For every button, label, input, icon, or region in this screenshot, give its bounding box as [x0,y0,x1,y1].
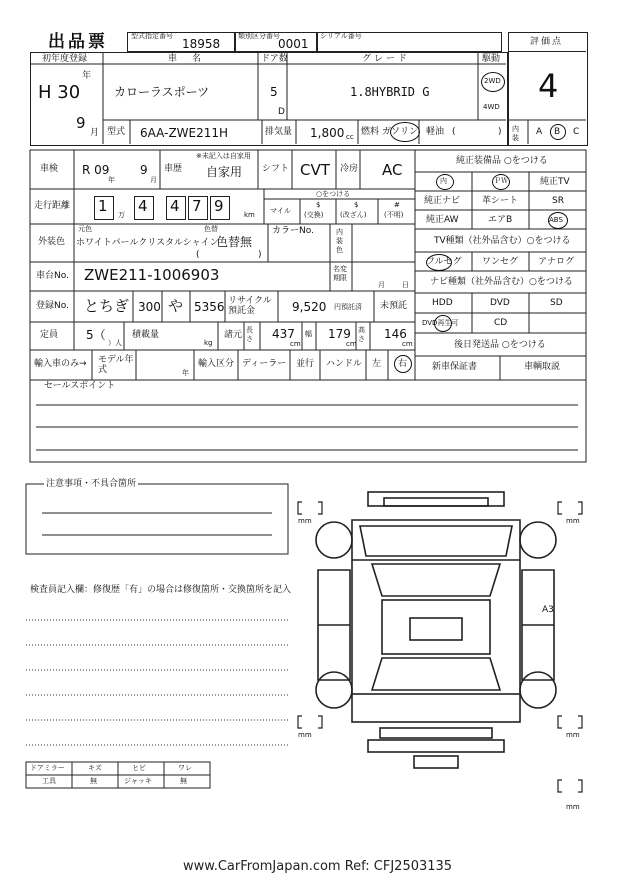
tv-item: フルセグ [426,257,462,267]
color-paren-open: ( [196,250,200,260]
mileage-digit: 1 [98,197,108,215]
equipment-item: SR [552,196,564,206]
later-item: 新車保証書 [432,362,478,372]
request-label: 諸元 [224,330,243,340]
mileage-digit: 4 [170,197,180,215]
equipment-item: エアB [488,215,513,225]
equipment-item: 純正AW [426,215,459,225]
recycle-value: 9,520 [292,300,327,314]
handle-right: 右 [398,359,408,369]
interior-a: A [536,127,543,137]
fuel-label: 燃料 [361,127,380,137]
equipment-item: ＰＷ [494,177,508,185]
mileage-label: 走行距離 [34,201,71,211]
interior-b: B [554,127,561,137]
recycle-suffix: 円預託済 [334,303,362,311]
interior-label: 内装 [512,125,519,142]
model-year-unit: 年 [182,369,189,377]
missing-cell: ジャッキ [124,777,152,785]
color-paren-close: ) [258,250,262,260]
interior-c: C [573,127,580,137]
displacement-value: 1,800 [310,126,345,140]
width-label: 幅 [305,330,312,338]
usage-value: 自家用 [206,165,243,179]
first-reg-month-unit: 月 [90,128,100,138]
inspection-year-unit: 年 [108,176,115,184]
handle-left: 左 [372,359,382,369]
color-repaint-value: 色替無 [216,235,253,249]
usage-note: ※未記入は自家用 [196,152,251,160]
score-label: 評価点 [530,37,564,47]
drive-label: 駆動 [482,54,501,64]
doors-value: 5 [270,85,278,99]
shift-value: CVT [300,161,330,179]
missing-cell: キズ [88,764,102,772]
mileage-digit: 9 [214,197,224,215]
mileage-unit: km [244,211,255,219]
nav-item: SD [550,298,563,308]
category-value: 0001 [278,37,309,51]
usage-label: 車歴 [164,164,183,174]
equipment-header: 純正装備品 ○をつける [456,156,548,166]
recycle-label: リサイクル預託金 [228,296,272,316]
nav-item: DVD [490,298,510,308]
height-value: 146 [384,327,407,341]
mileage-digit: 4 [138,197,148,215]
load-unit: kg [204,339,213,347]
mileage-check-note: ○をつける [316,190,351,198]
mm-label: mm [566,731,580,739]
color-orig-label: 元色 [78,225,92,233]
registration-label: 登録No. [36,301,69,311]
missing-cell: ワレ [178,764,192,772]
length-label: 長さ [246,326,253,343]
tv-item: ワンセグ [482,257,519,267]
later-item: 車輌取説 [524,362,561,372]
first-reg-label: 初年度登録 [42,54,88,64]
registration-region: とちぎ [84,297,130,315]
model-designation-value: 18958 [182,37,221,51]
capacity-value: 5（ [86,328,106,342]
chassis-value: ZWE211-1006903 [84,266,220,284]
color-repaint-label: 色替 [204,225,218,233]
capacity-label: 定員 [40,330,59,340]
grade-label: グレード [362,54,411,64]
interior-color-label: 内装色 [336,228,343,254]
height-label: 高さ [358,326,365,343]
mileage-exchanged: (交換) [304,211,324,219]
capacity-unit: ）人 [108,339,122,347]
ac-value: AC [382,161,403,179]
missing-cell: 無 [180,777,187,785]
door-type: D [278,107,285,117]
sales-point-label: セールスポイント [44,381,116,391]
mileage-tampered: (改ざん) [340,211,367,219]
shift-label: シフト [262,164,290,174]
diagram-a3: A3 [542,605,554,615]
width-unit: cm [346,340,357,348]
caution-label: 注意事項・不具合箇所 [46,479,137,489]
width-value: 179 [328,327,351,341]
equipment-item: 純正TV [540,177,570,187]
mileage-exchanged-top: $ [316,201,321,209]
displacement-label: 排気量 [265,127,293,137]
registration-kana: や [168,297,184,315]
model-year-label: モデル年式 [98,355,134,375]
first-reg-year-unit: 年 [82,71,92,81]
equipment-item: 内 [440,177,447,185]
equipment-item: 革シート [482,196,519,206]
displacement-unit: cc [346,133,354,141]
color-orig-value: ホワイトパールクリスタルシャイン [76,238,219,248]
not-deposited: 未預託 [380,301,408,311]
later-header: 後日発送品 ○をつける [454,340,546,350]
inspection-month: 9 [140,163,148,177]
equipment-item: ABS [549,216,563,224]
length-value: 437 [272,327,295,341]
missing-cell: 無 [90,777,97,785]
fuel-diesel: 軽油 [426,127,445,137]
drive-2wd: 2WD [484,77,501,85]
mileage-mile: マイル [270,207,291,215]
doors-label: ドア数 [261,54,288,64]
height-unit: cm [402,340,413,348]
mm-label: mm [298,731,312,739]
score-value: 4 [538,67,559,105]
handle-label: ハンドル [326,359,363,369]
nav-item: HDD [432,298,453,308]
ac-label: 冷房 [340,164,359,174]
page-title: 出品票 [48,32,108,52]
inspection-month-unit: 月 [150,176,157,184]
registration-number: 5356 [194,300,225,314]
expiry-day-unit: 日 [402,281,409,289]
nav-item: CD [494,318,508,328]
serial-label: シリアル番号 [320,32,362,40]
car-name-label: 車 名 [168,54,205,64]
mileage-tampered-top: $ [354,201,359,209]
color-label: 外装色 [38,237,66,247]
first-reg-era: H 30 [38,82,81,103]
missing-cell: 工具 [42,777,56,785]
chassis-label: 車台No. [36,271,69,281]
length-unit: cm [290,340,301,348]
type-label: 型式 [107,127,126,137]
mileage-unknown: (不明) [384,211,404,219]
drive-4wd: 4WD [483,103,500,111]
equipment-item: 純正ナビ [424,196,461,206]
missing-cell: ヒビ [132,764,146,772]
type-value: 6AA-ZWE211H [140,126,229,140]
footer-watermark: www.CarFromJapan.com Ref: CFJ2503135 [183,859,453,874]
nav-header: ナビ種類（社外品含む）○をつける [430,277,573,287]
color-no-label: カラーNo. [272,226,314,236]
car-name: カローラスポーツ [114,85,210,99]
tv-header: TV種類（社外品含む）○をつける [434,236,571,246]
model-designation-label: 型式指定番号 [131,32,173,40]
registration-class: 300 [138,300,161,314]
inspection-value: R 09 [82,163,110,177]
car-diagram [316,492,556,768]
grade-value: 1.8HYBRID G [350,85,430,99]
mm-label: mm [298,517,312,525]
inspection-label: 車検 [40,164,59,174]
expiry-label: 名変期限 [333,265,347,282]
import-category-label: 輸入区分 [198,359,235,369]
category-label: 類別区分番号 [238,32,280,40]
nav-item: DVD再生可 [422,319,459,327]
import-only-label: 輸入車のみ→ [34,359,87,369]
tv-item: アナログ [538,257,575,267]
inspector-label: 検査員記入欄：修復歴「有」の場合は修復箇所・交換箇所を記入 [30,585,292,595]
fuel-gasoline: ガソリン [382,127,419,137]
load-label: 積載量 [132,330,160,340]
missing-cell: ドアミラー [30,764,65,772]
mileage-digit: 7 [192,197,202,215]
import-parallel: 並行 [296,359,315,369]
mileage-unknown-top: # [394,201,400,209]
first-reg-month: 9 [76,114,86,132]
expiry-month-unit: 月 [378,281,385,289]
mm-label: mm [566,517,580,525]
mileage-man-unit: 万 [118,211,125,219]
import-dealer: ディーラー [242,359,287,369]
mm-label: mm [566,803,580,811]
